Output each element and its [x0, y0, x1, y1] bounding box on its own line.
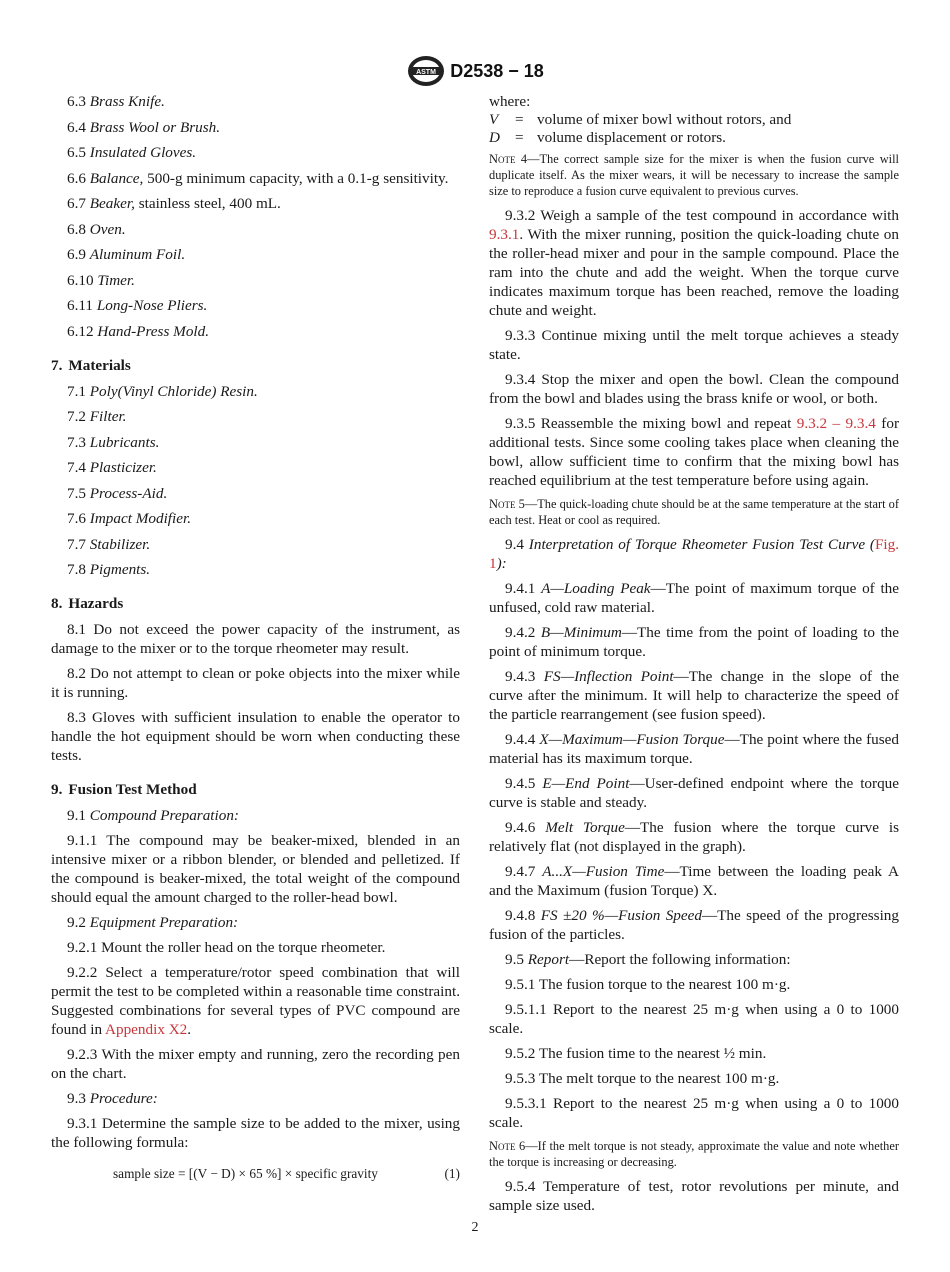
item-number: 6.5: [67, 144, 86, 161]
item-title: A—Loading Peak: [541, 580, 651, 597]
para-9-3-5: 9.3.5 Reassemble the mixing bowl and repeat 9.3.2 – 9.3.4 for additional tests. Since some cooling takes place when cleaning the bowl, allow sufficient time to confirm that the mixing bowl has reached equilibrium at the test temperature before using again.: [489, 415, 900, 489]
item-title: B—Minimum: [540, 624, 622, 641]
item-number: 9.4.8: [505, 907, 536, 924]
apparatus-item: [51, 194, 460, 213]
curve-interpretation-item: [489, 774, 899, 812]
material-item: [51, 484, 460, 503]
curve-interpretation-item: [489, 818, 899, 856]
item-title: Oven.: [89, 220, 126, 238]
item-text: 500-g minimum capacity, with a 0.1-g sensitivity.: [143, 169, 449, 187]
where-label: where:: [489, 93, 531, 110]
apparatus-item: [51, 118, 460, 137]
logo-text: ASTM: [416, 69, 437, 76]
left-column: [51, 92, 460, 1183]
definition-d: D = volume displacement or rotors.: [489, 129, 726, 146]
item-number: 9.4.7: [505, 863, 536, 880]
item-title: Brass Wool or Brush.: [89, 118, 221, 136]
para-9-5-2: 9.5.2 The fusion time to the nearest ½ min.: [505, 1045, 767, 1062]
apparatus-item: [51, 143, 460, 162]
item-number: 7.6: [67, 510, 86, 527]
item-title: Beaker,: [89, 195, 135, 212]
item-title: FS ±20 %—Fusion Speed: [540, 907, 702, 924]
item-number: 6.3: [67, 93, 86, 110]
item-number: 6.6: [67, 169, 86, 187]
section-7-list: [51, 382, 460, 580]
para-9-1-1: 9.1.1 The compound may be beaker-mixed, blended in an intensive mixer or a ribbon blender, or blended and pelletized. If the compound is beaker-mixed, the total weight of the compound should equal the amount charged to the roller-head bowl.: [51, 832, 460, 906]
item-number: 6.9: [67, 246, 86, 263]
item-number: 6.12: [67, 322, 94, 340]
item-title: X—Maximum—Fusion Torque: [539, 731, 725, 748]
formula-expression: sample size = [(V − D) × 65 %] × specific gravity: [113, 1166, 378, 1181]
para-9-3-1: 9.3.1 Determine the sample size to be added to the mixer, using the following formula:: [51, 1115, 460, 1151]
para-9-5-1-1: 9.5.1.1 Report to the nearest 25 m·g when using a 0 to 1000 scale.: [489, 1001, 899, 1037]
para-9-2-3: 9.2.3 With the mixer empty and running, zero the recording pen on the chart.: [51, 1046, 460, 1082]
item-number: 9.4.4: [505, 731, 536, 748]
sample-size-formula: [51, 1164, 460, 1183]
para-9-2-2: 9.2.2 Select a temperature/rotor speed combination that will permit the test to be completed within a reasonable time constraint. Suggested combinations for several types of PVC compound are found in Appendix X2.: [51, 964, 460, 1038]
item-number: 9.4.6: [505, 819, 536, 836]
item-text: —The change in the slope of the curve after the minimum. It will help to characterize the speed of the particle rearrangement (see fusion speed).: [489, 668, 900, 723]
item-text: stainless steel, 400 mL.: [134, 195, 281, 212]
definition-v: V = volume of mixer bowl without rotors, and: [489, 111, 792, 128]
apparatus-item: [51, 271, 460, 290]
para-9-2: 9.2 Equipment Preparation:: [67, 914, 239, 931]
item-number: 7.3: [67, 433, 86, 451]
apparatus-item: [51, 245, 460, 264]
hazard-8-2: 8.2 Do not attempt to clean or poke objects into the mixer while it is running.: [51, 665, 460, 701]
item-title: Plasticizer.: [89, 459, 157, 476]
item-number: 7.1: [67, 382, 86, 400]
apparatus-item: [51, 296, 460, 315]
curve-interpretation-item: [489, 579, 899, 617]
fig-1-link[interactable]: Fig. 1: [489, 536, 899, 572]
note-4: Note 4—The correct sample size for the mixer is when the fusion curve will duplicate itself. As the mixer wears, it will be necessary to increase the sample size to reproduce a fusion curve equivalent to previous curves.: [489, 152, 899, 198]
item-title: FS—Inflection Point: [543, 668, 674, 685]
item-title: Pigments.: [89, 561, 151, 578]
item-title: Impact Modifier.: [89, 510, 192, 527]
item-text: —User-defined endpoint where the torque curve is stable and steady.: [489, 775, 900, 811]
item-title: Balance,: [89, 169, 144, 187]
apparatus-item: [51, 220, 460, 239]
page-number: 2: [471, 1220, 479, 1235]
para-9-2-1: 9.2.1 Mount the roller head on the torque rheometer.: [67, 939, 386, 956]
equation-number: (1): [444, 1166, 460, 1181]
item-title: Aluminum Foil.: [89, 246, 186, 263]
item-text: —The point of maximum torque of the unfused, cold raw material.: [489, 580, 899, 616]
hazard-8-1: 8.1 Do not exceed the power capacity of the instrument, as damage to the mixer or to the torque rheometer may result.: [51, 621, 460, 657]
item-number: 9.4.1: [505, 580, 536, 597]
appendix-x2-link[interactable]: Appendix X2: [105, 1021, 188, 1038]
para-9-3-2: 9.3.2 Weigh a sample of the test compound in accordance with 9.3.1. With the mixer running, position the quick-loading chute on the roller-head mixer and pour in the sample compound. Place the ram into the chute and add the weight. When the torque curve indicates maximum torque has been reached, remove the loading chute and weight.: [489, 207, 899, 319]
item-title: Process-Aid.: [89, 484, 168, 502]
item-number: 9.4.5: [505, 775, 536, 792]
item-title: Stabilizer.: [89, 535, 151, 553]
item-number: 6.7: [67, 195, 86, 212]
item-title: Insulated Gloves.: [89, 144, 197, 161]
item-number: 7.7: [67, 535, 86, 553]
curve-interpretation-item: [489, 862, 899, 900]
section-9-4-list: [489, 579, 899, 944]
item-title: A...X—Fusion Time: [542, 863, 665, 880]
item-text: —The speed of the progressing fusion of the particles.: [489, 907, 899, 943]
apparatus-item: [51, 169, 460, 188]
curve-interpretation-item: [489, 623, 899, 661]
curve-interpretation-item: [489, 730, 899, 768]
para-9-5-3-1: 9.5.3.1 Report to the nearest 25 m·g when using a 0 to 1000 scale.: [489, 1095, 899, 1131]
section-9-heading: 9. Fusion Test Method: [51, 781, 197, 798]
para-9-5: 9.5 Report—Report the following information:: [505, 951, 791, 968]
para-9-5-3: 9.5.3 The melt torque to the nearest 100 m·g.: [505, 1070, 780, 1087]
item-text: —The point where the fused material has its maximum torque.: [489, 731, 899, 767]
material-item: [51, 535, 460, 554]
page-header: [0, 54, 950, 88]
item-title: Brass Knife.: [89, 93, 165, 110]
hazard-8-3: 8.3 Gloves with sufficient insulation to enable the operator to handle the hot equipment should be worn when conducting these tests.: [51, 709, 460, 764]
astm-logo-icon: [406, 54, 446, 88]
curve-interpretation-item: [489, 906, 899, 944]
item-number: 6.10: [67, 271, 94, 289]
item-number: 7.4: [67, 459, 86, 476]
note-6: Note 6—If the melt torque is not steady, approximate the value and note whether the torque is increasing or decreasing.: [489, 1139, 899, 1169]
apparatus-item: [51, 92, 460, 111]
standard-designation: D2538 − 18: [450, 60, 544, 81]
para-9-5-4: 9.5.4 Temperature of test, rotor revolutions per minute, and sample size used.: [489, 1178, 899, 1214]
note-5: Note 5—The quick-loading chute should be at the same temperature at the start of each test. Heat or cool as required.: [489, 497, 899, 527]
section-7-heading: 7. Materials: [51, 356, 131, 374]
item-title: Filter.: [89, 408, 127, 425]
para-9-3-4: 9.3.4 Stop the mixer and open the bowl. Clean the compound from the bowl and blades using the brass knife or wool, or both.: [489, 371, 899, 407]
item-title: Poly(Vinyl Chloride) Resin.: [89, 382, 258, 400]
para-9-5-1: 9.5.1 The fusion torque to the nearest 100 m·g.: [505, 976, 791, 993]
item-title: Long-Nose Pliers.: [96, 297, 208, 314]
para-9-3-3: 9.3.3 Continue mixing until the melt torque achieves a steady state.: [489, 327, 899, 363]
ref-9-3-1-link[interactable]: 9.3.1: [489, 226, 520, 243]
material-item: [51, 382, 460, 401]
para-9-3: 9.3 Procedure:: [67, 1090, 158, 1107]
material-item: [51, 433, 460, 452]
section-8-heading: 8. Hazards: [51, 595, 124, 612]
item-number: 9.4.3: [505, 668, 536, 685]
item-text: —The time from the point of loading to the point of minimum torque.: [489, 624, 900, 660]
material-item: [51, 407, 460, 426]
item-number: 9.4.2: [505, 624, 536, 641]
apparatus-item: [51, 322, 460, 341]
item-title: Hand-Press Mold.: [97, 322, 210, 340]
item-text: —The fusion where the torque curve is relatively flat (not displayed in the graph).: [489, 819, 899, 855]
item-title: Melt Torque: [545, 819, 625, 836]
para-9-1: 9.1 Compound Preparation:: [67, 807, 239, 824]
item-number: 6.11: [67, 297, 94, 314]
ref-9-3-2-to-9-3-4-link[interactable]: 9.3.2 – 9.3.4: [796, 415, 876, 432]
item-number: 6.4: [67, 118, 86, 136]
item-number: 7.8: [67, 561, 86, 578]
item-number: 7.5: [67, 484, 86, 502]
item-title: Lubricants.: [89, 433, 160, 451]
section-6-list: [51, 92, 460, 341]
item-title: E—End Point: [542, 775, 630, 792]
item-number: 7.2: [67, 408, 86, 425]
item-title: Timer.: [97, 271, 135, 289]
item-number: 6.8: [67, 220, 86, 238]
material-item: [51, 458, 460, 477]
material-item: [51, 509, 460, 528]
material-item: [51, 560, 460, 579]
para-9-4: 9.4 Interpretation of Torque Rheometer Fusion Test Curve (Fig. 1):: [489, 536, 899, 572]
item-text: —Time between the loading peak A and the Maximum (fusion Torque) X.: [489, 863, 899, 899]
right-column: [489, 92, 899, 1221]
curve-interpretation-item: [489, 667, 899, 724]
